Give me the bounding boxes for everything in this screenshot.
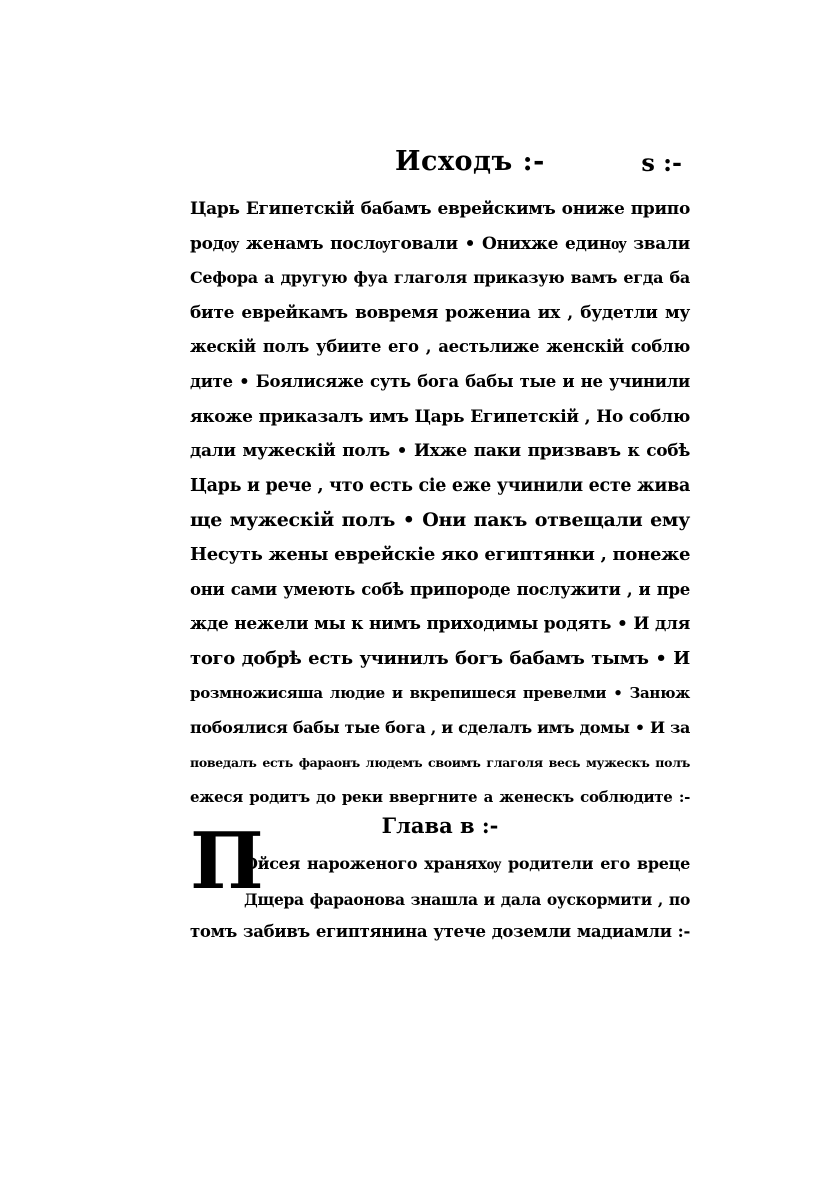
text-line: Царь и рече , что есть сіе еже учинили есте жива: [190, 475, 690, 496]
text-line: розмножисяша людие и вкрепишеся превелми • Занюж: [190, 684, 690, 703]
text-line: того добрѣ есть учинилъ богъ бабамъ тымъ • И: [190, 647, 690, 669]
text-line: жескій полъ убиите его , аестьлиже женскій соблю: [190, 337, 690, 357]
drop-cap-initial: П: [190, 816, 264, 907]
running-head: [190, 146, 690, 186]
text-line: бите еврейкамъ вовремя рожениа их , будетли му: [190, 302, 690, 323]
text-line: якоже приказалъ имъ Царь Египетскій , Но соблю: [190, 406, 690, 427]
chapter-line: томъ забивъ египтянина утече доземли мадиамли :-: [190, 922, 690, 941]
chapter-heading: Глава в :-: [381, 813, 499, 838]
text-line: Сефора а другую фуа глаголя приказую вамъ егда ба: [190, 268, 690, 288]
text-line: они сами умеють собѣ припороде послужити , и пре: [190, 579, 690, 599]
text-line: Несуть жены еврейскіе яко египтянки , понеже: [190, 543, 691, 565]
text-line: ежеся родитъ до реки ввергните а женескъ соблюдите :-: [190, 788, 690, 807]
text-line: ще мужескій полъ • Они пакъ отвещали ему: [190, 509, 690, 532]
main-text-block: [190, 192, 690, 815]
text-line: побоялися бабы тые бога , и сделалъ имъ домы • И за: [190, 717, 691, 737]
chapter-line: Дщера фараонова знашла и дала оускормити , по: [244, 890, 690, 909]
text-line: поведалъ есть фараонъ людемъ своимъ глаголя весь мужескъ полъ: [190, 754, 690, 770]
text-line: родѹ женамъ послѹговали • Онихже единѹ звали: [190, 233, 690, 254]
text-line: Царь Египетскій бабамъ еврейскимъ ониже припо: [190, 199, 690, 219]
running-head-title: Исходъ :-: [395, 146, 545, 177]
chapter-line: Ойсея нароженого храняхѹ родители его вреце: [244, 854, 690, 873]
text-line: дите • Боялисяже суть бога бабы тые и не учинили: [190, 371, 690, 391]
text-line: жде нежели мы к нимъ приходимы родять • И для: [190, 614, 690, 635]
page-number: ѕ :-: [641, 148, 682, 177]
text-line: дали мужескій полъ • Ихже паки призвавъ к собѣ: [190, 441, 690, 462]
